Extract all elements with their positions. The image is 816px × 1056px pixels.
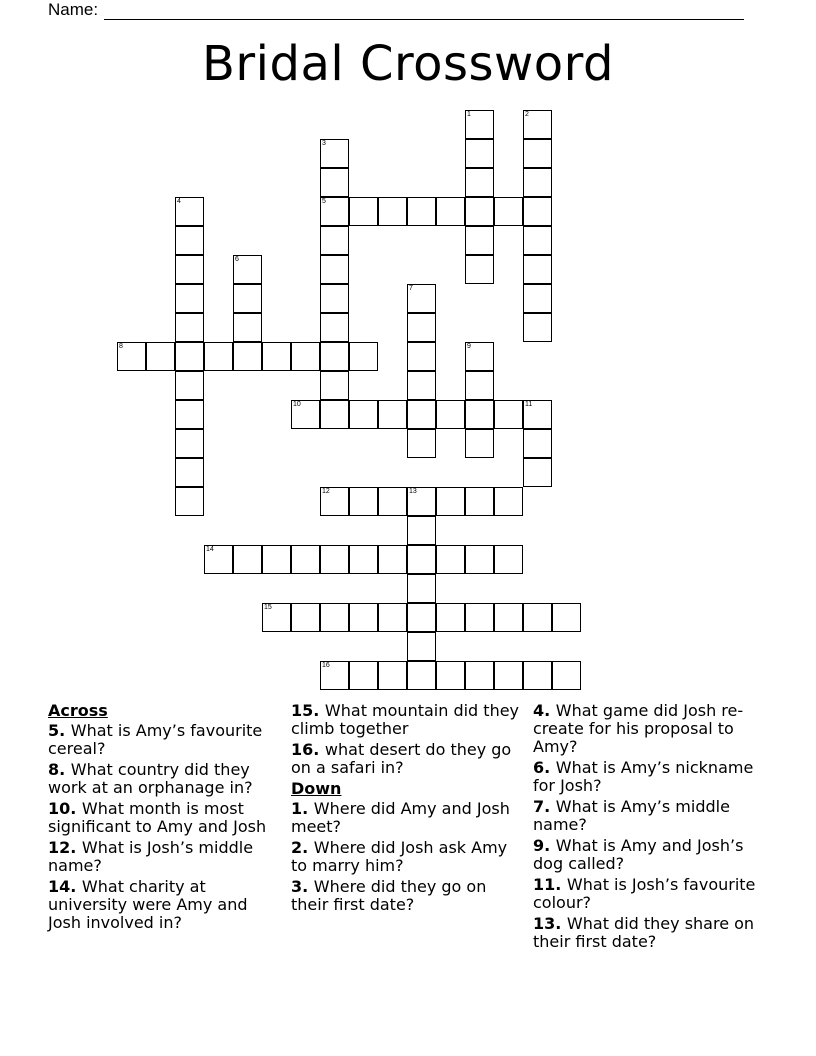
clue-item-number: 2. (291, 838, 314, 857)
crossword-cell[interactable] (465, 487, 494, 516)
crossword-cell[interactable] (291, 400, 320, 429)
crossword-cell[interactable] (523, 661, 552, 690)
across-clue-list-continued (291, 702, 527, 777)
crossword-cell[interactable] (175, 487, 204, 516)
clue-item (533, 798, 773, 834)
crossword-cell[interactable] (523, 313, 552, 342)
crossword-cell[interactable] (407, 400, 436, 429)
clues-column-1 (48, 702, 284, 935)
crossword-cell[interactable] (407, 574, 436, 603)
crossword-cell[interactable] (465, 139, 494, 168)
crossword-cell[interactable] (378, 661, 407, 690)
crossword-cell[interactable] (523, 400, 552, 429)
clue-item-number: 7. (533, 797, 556, 816)
crossword-cell[interactable] (378, 603, 407, 632)
clue-item (48, 722, 284, 758)
crossword-cell[interactable] (407, 197, 436, 226)
crossword-cell[interactable] (436, 545, 465, 574)
crossword-cell[interactable] (175, 313, 204, 342)
clue-item-text: What is Josh’s favourite colour? (533, 875, 756, 912)
crossword-cell[interactable] (349, 603, 378, 632)
crossword-cell[interactable] (320, 603, 349, 632)
crossword-cell[interactable] (233, 284, 262, 313)
clue-item (533, 915, 773, 951)
crossword-cell[interactable] (523, 139, 552, 168)
clue-number: 10 (293, 401, 301, 408)
crossword-cell[interactable] (175, 197, 204, 226)
crossword-cell[interactable] (146, 342, 175, 371)
crossword-cell[interactable] (523, 255, 552, 284)
crossword-cell[interactable] (523, 429, 552, 458)
crossword-cell[interactable] (349, 400, 378, 429)
crossword-cell[interactable] (262, 603, 291, 632)
crossword-cell[interactable] (320, 197, 349, 226)
crossword-cell[interactable] (175, 284, 204, 313)
crossword-cell[interactable] (320, 255, 349, 284)
crossword-cell[interactable] (523, 110, 552, 139)
crossword-cell[interactable] (262, 545, 291, 574)
crossword-cell[interactable] (175, 429, 204, 458)
crossword-cell[interactable] (175, 342, 204, 371)
crossword-cell[interactable] (465, 603, 494, 632)
crossword-cell[interactable] (407, 516, 436, 545)
crossword-cell[interactable] (523, 168, 552, 197)
crossword-cell[interactable] (204, 342, 233, 371)
clue-item-text: What is Amy and Josh’s dog called? (533, 836, 744, 873)
clue-item-text: What mountain did they climb together (291, 701, 520, 738)
clue-item-text: What month is most significant to Amy and Josh (48, 799, 267, 836)
clue-item-text: What is Amy’s middle name? (533, 797, 730, 834)
clue-item-text: What charity at university were Amy and Josh involved in? (48, 877, 248, 932)
clue-item-text: what desert do they go on a safari in? (291, 740, 512, 777)
clue-item (291, 702, 527, 738)
down-clue-list-continued (533, 702, 773, 951)
crossword-cell[interactable] (436, 661, 465, 690)
crossword-cell[interactable] (494, 545, 523, 574)
crossword-cell[interactable] (262, 342, 291, 371)
clue-item (291, 800, 527, 836)
crossword-cell[interactable] (378, 487, 407, 516)
clue-item-text: Where did they go on their first date? (291, 877, 487, 914)
crossword-cell[interactable] (320, 313, 349, 342)
crossword-cell[interactable] (407, 284, 436, 313)
across-clue-list (48, 722, 284, 932)
crossword-cell[interactable] (378, 197, 407, 226)
crossword-cell[interactable] (233, 255, 262, 284)
clue-number: 6 (235, 256, 239, 263)
crossword-cell[interactable] (349, 197, 378, 226)
clue-item-number: 5. (48, 721, 71, 740)
crossword-cell[interactable] (465, 400, 494, 429)
down-heading: Down (291, 779, 342, 798)
crossword-cell[interactable] (494, 661, 523, 690)
crossword-cell[interactable] (320, 139, 349, 168)
crossword-cell[interactable] (407, 661, 436, 690)
crossword-cell[interactable] (465, 371, 494, 400)
clue-item-text: What is Amy’s nickname for Josh? (533, 758, 754, 795)
crossword-cell[interactable] (407, 429, 436, 458)
across-heading: Across (48, 701, 108, 720)
clues-column-3 (533, 702, 773, 954)
crossword-cell[interactable] (523, 226, 552, 255)
clue-item-number: 13. (533, 914, 567, 933)
clue-item-number: 6. (533, 758, 556, 777)
crossword-cell[interactable] (291, 545, 320, 574)
crossword-cell[interactable] (465, 168, 494, 197)
crossword-cell[interactable] (349, 661, 378, 690)
crossword-cell[interactable] (320, 284, 349, 313)
clue-item (533, 876, 773, 912)
crossword-cell[interactable] (523, 603, 552, 632)
clue-number: 2 (525, 111, 529, 118)
clue-item (533, 759, 773, 795)
clue-item-text: Where did Amy and Josh meet? (291, 799, 510, 836)
clue-item-number: 11. (533, 875, 567, 894)
clue-number: 12 (322, 488, 330, 495)
crossword-cell[interactable] (407, 487, 436, 516)
clue-number: 8 (119, 343, 123, 350)
clue-item (291, 839, 527, 875)
crossword-cell[interactable] (407, 342, 436, 371)
crossword-cell[interactable] (320, 661, 349, 690)
crossword-cell[interactable] (320, 226, 349, 255)
clue-item-number: 10. (48, 799, 82, 818)
clue-number: 15 (264, 604, 272, 611)
clue-item (533, 702, 773, 756)
crossword-cell[interactable] (291, 603, 320, 632)
clue-item (48, 878, 284, 932)
crossword-cell[interactable] (407, 313, 436, 342)
crossword-cell[interactable] (320, 487, 349, 516)
clue-item (291, 741, 527, 777)
clue-number: 9 (467, 343, 471, 350)
crossword-cell[interactable] (465, 110, 494, 139)
crossword-cell[interactable] (465, 342, 494, 371)
crossword-cell[interactable] (175, 458, 204, 487)
crossword-cell[interactable] (349, 487, 378, 516)
crossword-cell[interactable] (175, 371, 204, 400)
crossword-cell[interactable] (378, 400, 407, 429)
clue-item-number: 14. (48, 877, 82, 896)
crossword-cell[interactable] (407, 371, 436, 400)
crossword-cell[interactable] (320, 400, 349, 429)
crossword-cell[interactable] (407, 603, 436, 632)
clue-number: 4 (177, 198, 181, 205)
crossword-cell[interactable] (494, 400, 523, 429)
name-label: Name: (48, 0, 99, 19)
crossword-cell[interactable] (407, 632, 436, 661)
crossword-cell[interactable] (436, 400, 465, 429)
crossword-cell[interactable] (465, 661, 494, 690)
clue-item (533, 837, 773, 873)
clue-number: 16 (322, 662, 330, 669)
clue-item-text: What is Josh’s middle name? (48, 838, 254, 875)
crossword-cell[interactable] (233, 313, 262, 342)
crossword-cell[interactable] (494, 603, 523, 632)
crossword-cell[interactable] (320, 342, 349, 371)
clue-item-number: 8. (48, 760, 71, 779)
crossword-cell[interactable] (523, 284, 552, 313)
crossword-cell[interactable] (233, 342, 262, 371)
clue-item (48, 839, 284, 875)
clue-item-number: 16. (291, 740, 325, 759)
clue-item-number: 12. (48, 838, 82, 857)
crossword-cell[interactable] (465, 197, 494, 226)
crossword-cell[interactable] (175, 255, 204, 284)
crossword-cell[interactable] (465, 429, 494, 458)
clue-item-text: What game did Josh re-create for his proposal to Amy? (533, 701, 744, 756)
clue-item-number: 4. (533, 701, 556, 720)
crossword-cell[interactable] (523, 458, 552, 487)
clue-number: 14 (206, 546, 214, 553)
crossword-cell[interactable] (465, 226, 494, 255)
crossword-cell[interactable] (349, 342, 378, 371)
clue-item-text: Where did Josh ask Amy to marry him? (291, 838, 508, 875)
clue-number: 5 (322, 198, 326, 205)
crossword-cell[interactable] (552, 661, 581, 690)
clue-item-text: What did they share on their first date? (533, 914, 755, 951)
clue-number: 7 (409, 285, 413, 292)
clue-item-number: 15. (291, 701, 325, 720)
crossword-cell[interactable] (204, 545, 233, 574)
clue-number: 13 (409, 488, 417, 495)
crossword-cell[interactable] (494, 487, 523, 516)
crossword-cell[interactable] (407, 545, 436, 574)
clues-column-2 (291, 702, 527, 917)
crossword-cell[interactable] (349, 545, 378, 574)
clue-item-number: 3. (291, 877, 314, 896)
crossword-cell[interactable] (175, 400, 204, 429)
crossword-cell[interactable] (320, 168, 349, 197)
crossword-cell[interactable] (320, 371, 349, 400)
crossword-cell[interactable] (436, 603, 465, 632)
crossword-cell[interactable] (465, 545, 494, 574)
clue-item (291, 878, 527, 914)
crossword-cell[interactable] (117, 342, 146, 371)
crossword-cell[interactable] (378, 545, 407, 574)
clue-item-number: 1. (291, 799, 314, 818)
crossword-cell[interactable] (175, 226, 204, 255)
clue-item (48, 800, 284, 836)
clue-item-number: 9. (533, 836, 556, 855)
clue-number: 1 (467, 111, 471, 118)
clue-item-text: What country did they work at an orphanage in? (48, 760, 253, 797)
crossword-cell[interactable] (465, 255, 494, 284)
crossword-cell[interactable] (494, 197, 523, 226)
clue-item (48, 761, 284, 797)
crossword-cell[interactable] (320, 545, 349, 574)
page-title: Bridal Crossword (201, 36, 615, 92)
clue-number: 11 (525, 401, 533, 408)
clue-item-text: What is Amy’s favourite cereal? (48, 721, 263, 758)
crossword-cell[interactable] (233, 545, 262, 574)
crossword-cell[interactable] (436, 197, 465, 226)
crossword-cell[interactable] (523, 197, 552, 226)
down-clue-list (291, 800, 527, 914)
crossword-cell[interactable] (436, 487, 465, 516)
crossword-cell[interactable] (291, 342, 320, 371)
clue-number: 3 (322, 140, 326, 147)
crossword-cell[interactable] (552, 603, 581, 632)
